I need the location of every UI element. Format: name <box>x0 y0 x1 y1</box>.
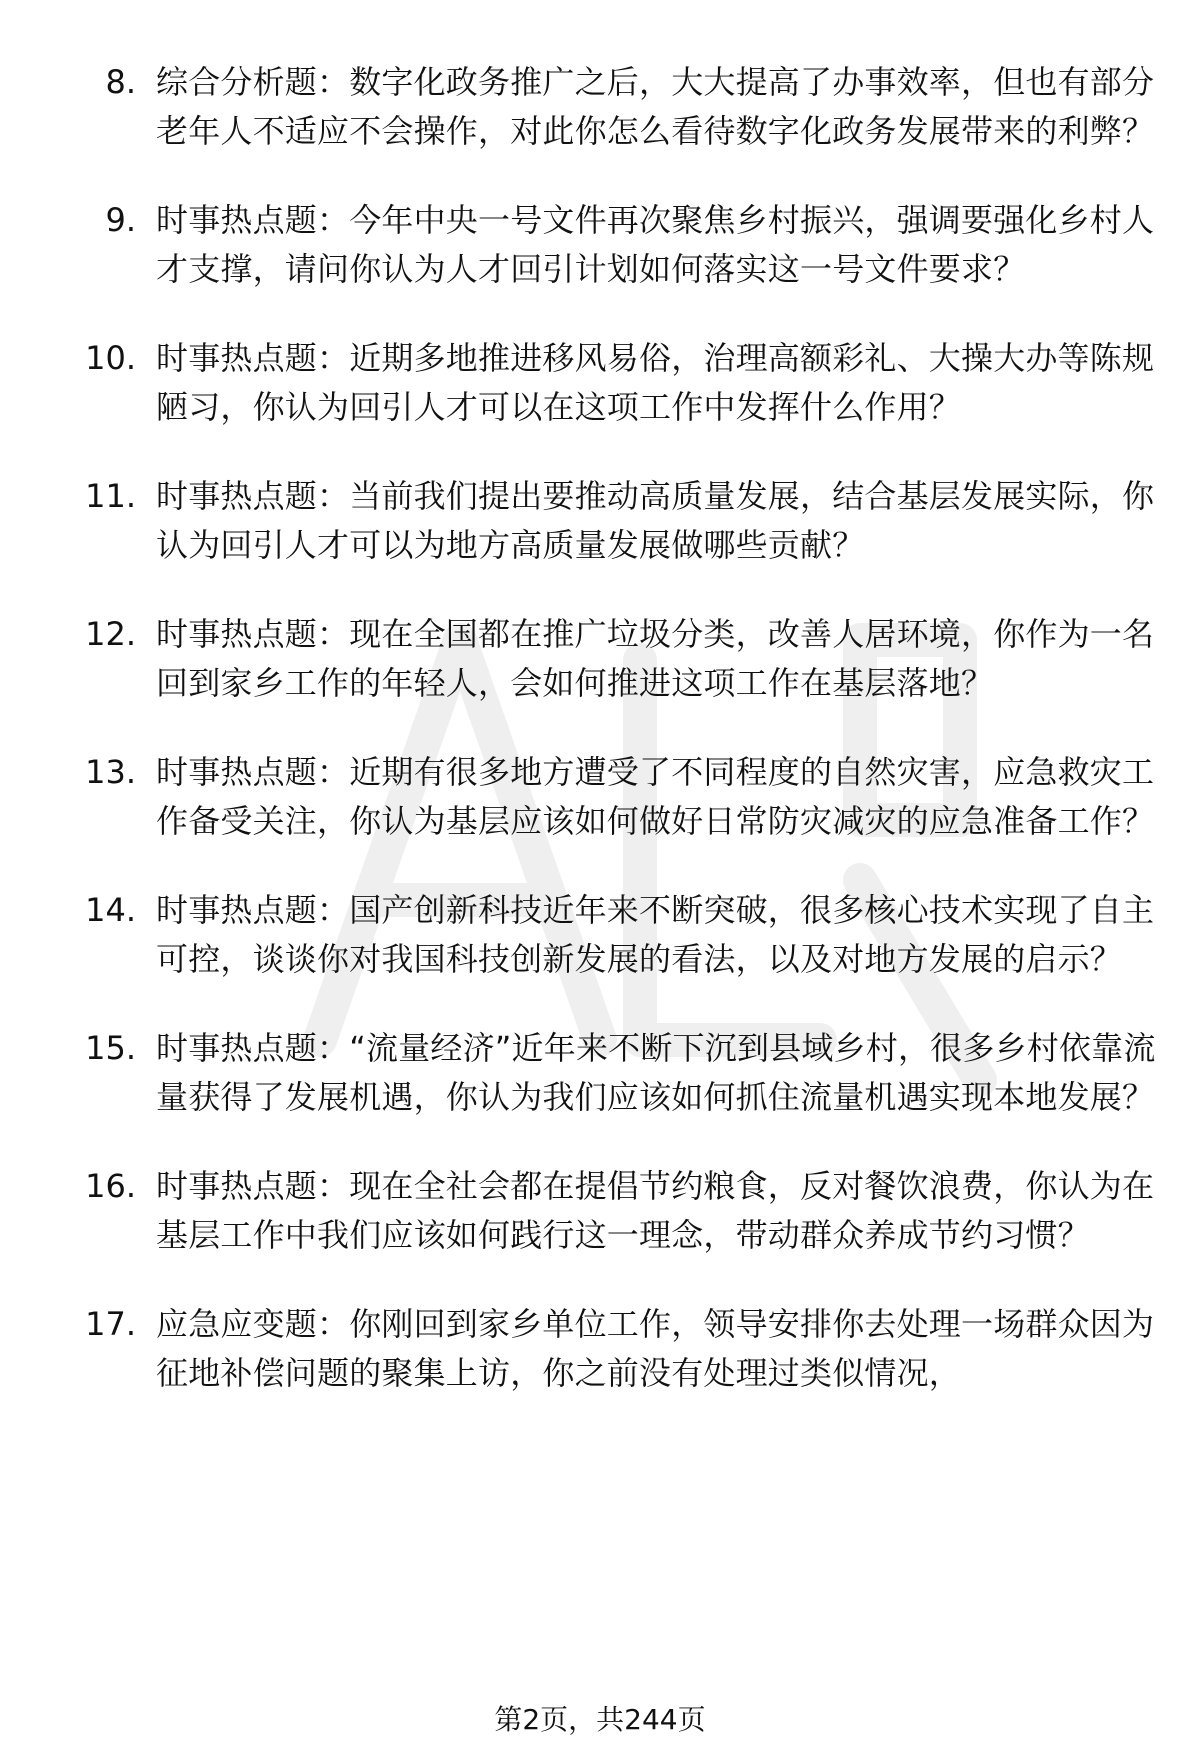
question-text: 时事热点题：近期有很多地方遭受了不同程度的自然灾害，应急救灾工作备受关注，你认为基层应该如何做好日常防灾减灾的应急准备工作？ <box>156 753 1155 840</box>
question-number: 16. <box>85 1167 136 1205</box>
question-item <box>40 196 1160 294</box>
question-item <box>40 748 1160 846</box>
page-footer: 第2页，共244页 <box>494 1703 706 1736</box>
question-item <box>40 1024 1160 1122</box>
question-text: 时事热点题：现在全国都在推广垃圾分类，改善人居环境，你作为一名回到家乡工作的年轻人，会如何推进这项工作在基层落地？ <box>156 615 1155 702</box>
question-text: 时事热点题：近期多地推进移风易俗，治理高额彩礼、大操大办等陈规陋习，你认为回引人才可以在这项工作中发挥什么作用？ <box>156 339 1155 426</box>
question-number: 13. <box>85 753 136 791</box>
question-number: 8. <box>105 63 136 101</box>
question-list <box>40 58 1160 1438</box>
question-text: 时事热点题：“流量经济”近年来不断下沉到县域乡村，很多乡村依靠流量获得了发展机遇，你认为我们应该如何抓住流量机遇实现本地发展？ <box>156 1029 1156 1116</box>
question-item <box>40 886 1160 984</box>
question-text: 时事热点题：现在全社会都在提倡节约粮食，反对餐饮浪费，你认为在基层工作中我们应该如何践行这一理念，带动群众养成节约习惯？ <box>156 1167 1155 1254</box>
question-number: 11. <box>85 477 136 515</box>
question-item <box>40 1162 1160 1260</box>
question-number: 15. <box>85 1029 136 1067</box>
question-number: 14. <box>85 891 136 929</box>
question-number: 12. <box>85 615 136 653</box>
question-text: 应急应变题：你刚回到家乡单位工作，领导安排你去处理一场群众因为征地补偿问题的聚集上访，你之前没有处理过类似情况， <box>156 1305 1155 1392</box>
question-text: 综合分析题：数字化政务推广之后，大大提高了办事效率，但也有部分老年人不适应不会操作，对此你怎么看待数字化政务发展带来的利弊？ <box>156 63 1155 150</box>
question-item <box>40 1300 1160 1398</box>
question-item <box>40 472 1160 570</box>
question-item <box>40 334 1160 432</box>
question-text: 时事热点题：今年中央一号文件再次聚焦乡村振兴，强调要强化乡村人才支撑，请问你认为人才回引计划如何落实这一号文件要求？ <box>156 201 1155 288</box>
question-text: 时事热点题：当前我们提出要推动高质量发展，结合基层发展实际，你认为回引人才可以为地方高质量发展做哪些贡献？ <box>156 477 1155 564</box>
question-number: 10. <box>85 339 136 377</box>
question-number: 9. <box>105 201 136 239</box>
question-number: 17. <box>85 1305 136 1343</box>
question-text: 时事热点题：国产创新科技近年来不断突破，很多核心技术实现了自主可控，谈谈你对我国科技创新发展的看法，以及对地方发展的启示？ <box>156 891 1155 978</box>
question-item <box>40 58 1160 156</box>
question-item <box>40 610 1160 708</box>
